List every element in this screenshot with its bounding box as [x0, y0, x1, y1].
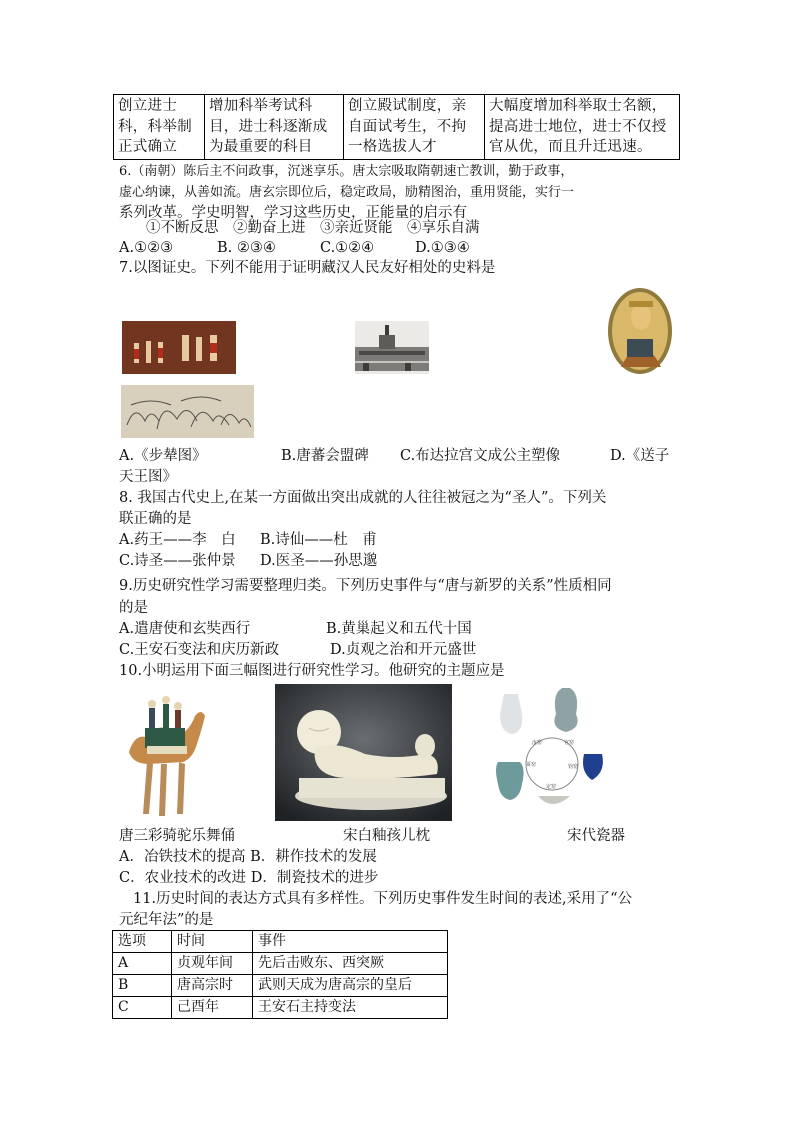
q9-line2: 的是 [119, 600, 148, 616]
table-row [114, 95, 680, 160]
caption-porcelain: 宋代瓷器 [567, 828, 625, 844]
q10-options-ab: A．冶铁技术的提高 B．耕作技术的发展 [119, 849, 377, 865]
table-row [113, 975, 448, 997]
q7-option-d-cont: 天王图》 [119, 469, 177, 485]
caption-pillow: 宋白釉孩儿枕 [343, 828, 430, 844]
q9-option-a: A.遣唐使和玄奘西行 [119, 621, 251, 637]
q7-stem: 7.以图证史。下列不能用于证明藏汉人民友好相处的史料是 [119, 260, 496, 276]
header-option: 选项 [113, 931, 172, 953]
table-row [113, 997, 448, 1019]
q10-stem: 10.小明运用下面三幅图进行研究性学习。他研究的主题应是 [119, 663, 505, 679]
q6-option-b: B. ②③④ [217, 240, 276, 256]
q6-line2: 虚心纳谏，从善如流。唐玄宗即位后，稳定政局，励精图治，重用贤能，实行一 [119, 185, 575, 200]
q8-option-b: B.诗仙——杜 甫 [260, 532, 377, 548]
q8-option-a: A.药王——李 白 [119, 532, 236, 548]
cell-time: 唐高宗时 [172, 975, 253, 997]
cell-time: 贞观年间 [172, 953, 253, 975]
song-porcelain-diagram [490, 684, 615, 822]
q11-line1: 11.历史时间的表达方式具有多样性。下列历史事件发生时间的表述,采用了“公 [133, 891, 633, 907]
table-cell: 大幅度增加科举取士名额，提高进士地位，进士不仅授官从优，而且升迁迅速。 [485, 95, 680, 160]
caption-camel: 唐三彩骑驼乐舞俑 [119, 828, 235, 844]
q6-option-d: D.①③④ [415, 240, 470, 256]
cell-event: 王安石主持变法 [253, 997, 448, 1019]
q8-option-c: C.诗圣——张仲景 [119, 553, 236, 569]
table-cell: 创立进士科，科举制正式确立 [114, 95, 205, 160]
diagram-label-ding: 定窑 [546, 784, 557, 790]
q8-option-d: D.医圣——孙思邈 [260, 553, 378, 569]
q8-line2: 联正确的是 [119, 511, 192, 527]
q7-option-a: A.《步辇图》 [119, 448, 207, 464]
cell-time: 己酉年 [172, 997, 253, 1019]
table-cell: 增加科举考试科目，进士科逐渐成为最重要的科目 [205, 95, 344, 160]
table-header-row [113, 931, 448, 953]
q10-options-cd: C．农业技术的改进 D．制瓷技术的进步 [119, 870, 379, 886]
keju-table [113, 94, 680, 160]
tang-tibet-stele-image [355, 321, 429, 374]
table-row [113, 953, 448, 975]
q9-option-c: C.王安石变法和庆历新政 [119, 642, 280, 658]
q9-option-b: B.黄巢起义和五代十国 [326, 621, 472, 637]
header-event: 事件 [253, 931, 448, 953]
cell-option: C [113, 997, 172, 1019]
songzi-tianwang-painting-image [121, 385, 254, 438]
bunian-painting-image [122, 321, 236, 374]
camel-figurine-image [119, 688, 211, 822]
diagram-label-guan: 官窑 [564, 740, 575, 746]
q7-option-c: C.布达拉宫文成公主塑像 [400, 448, 561, 464]
cell-option: A [113, 953, 172, 975]
wencheng-statue-image [607, 287, 673, 375]
q7-option-d: D.《送子 [610, 448, 670, 464]
q11-line2: 元纪年法”的是 [119, 912, 214, 928]
cell-event: 先后击败东、西突厥 [253, 953, 448, 975]
q6-option-a: A.①②③ [119, 240, 174, 256]
q6-line3: 系列改革。学史明智，学习这些历史，正能量的启示有 [119, 205, 467, 221]
q6-line1: 6.（南朝）陈后主不问政事，沉迷享乐。唐太宗吸取隋朝速亡教训，勤于政事， [119, 164, 574, 179]
q6-option-c: C.①②④ [320, 240, 375, 256]
q6-statements: ①不断反思 ②勤奋上进 ③亲近贤能 ④享乐自满 [146, 220, 480, 236]
q9-option-d: D.贞观之治和开元盛世 [330, 642, 477, 658]
header-time: 时间 [172, 931, 253, 953]
q11-table [112, 930, 448, 1019]
q9-line1: 9.历史研究性学习需要整理归类。下列历史事件与“唐与新罗的关系”性质相同 [119, 578, 612, 594]
diagram-label-ru: 汝窑 [532, 740, 543, 746]
q8-line1: 8. 我国古代史上,在某一方面做出突出成就的人往往被冠之为“圣人”。下列关 [119, 490, 607, 506]
table-cell: 创立殿试制度，亲自面试考生，不拘一格选拔人才 [344, 95, 485, 160]
diagram-label-ge: 哥窑 [526, 762, 537, 768]
q7-option-b: B.唐蕃会盟碑 [281, 448, 369, 464]
diagram-label-jun: 钧窑 [568, 764, 579, 770]
cell-option: B [113, 975, 172, 997]
baby-pillow-image [275, 684, 452, 821]
cell-event: 武则天成为唐高宗的皇后 [253, 975, 448, 997]
